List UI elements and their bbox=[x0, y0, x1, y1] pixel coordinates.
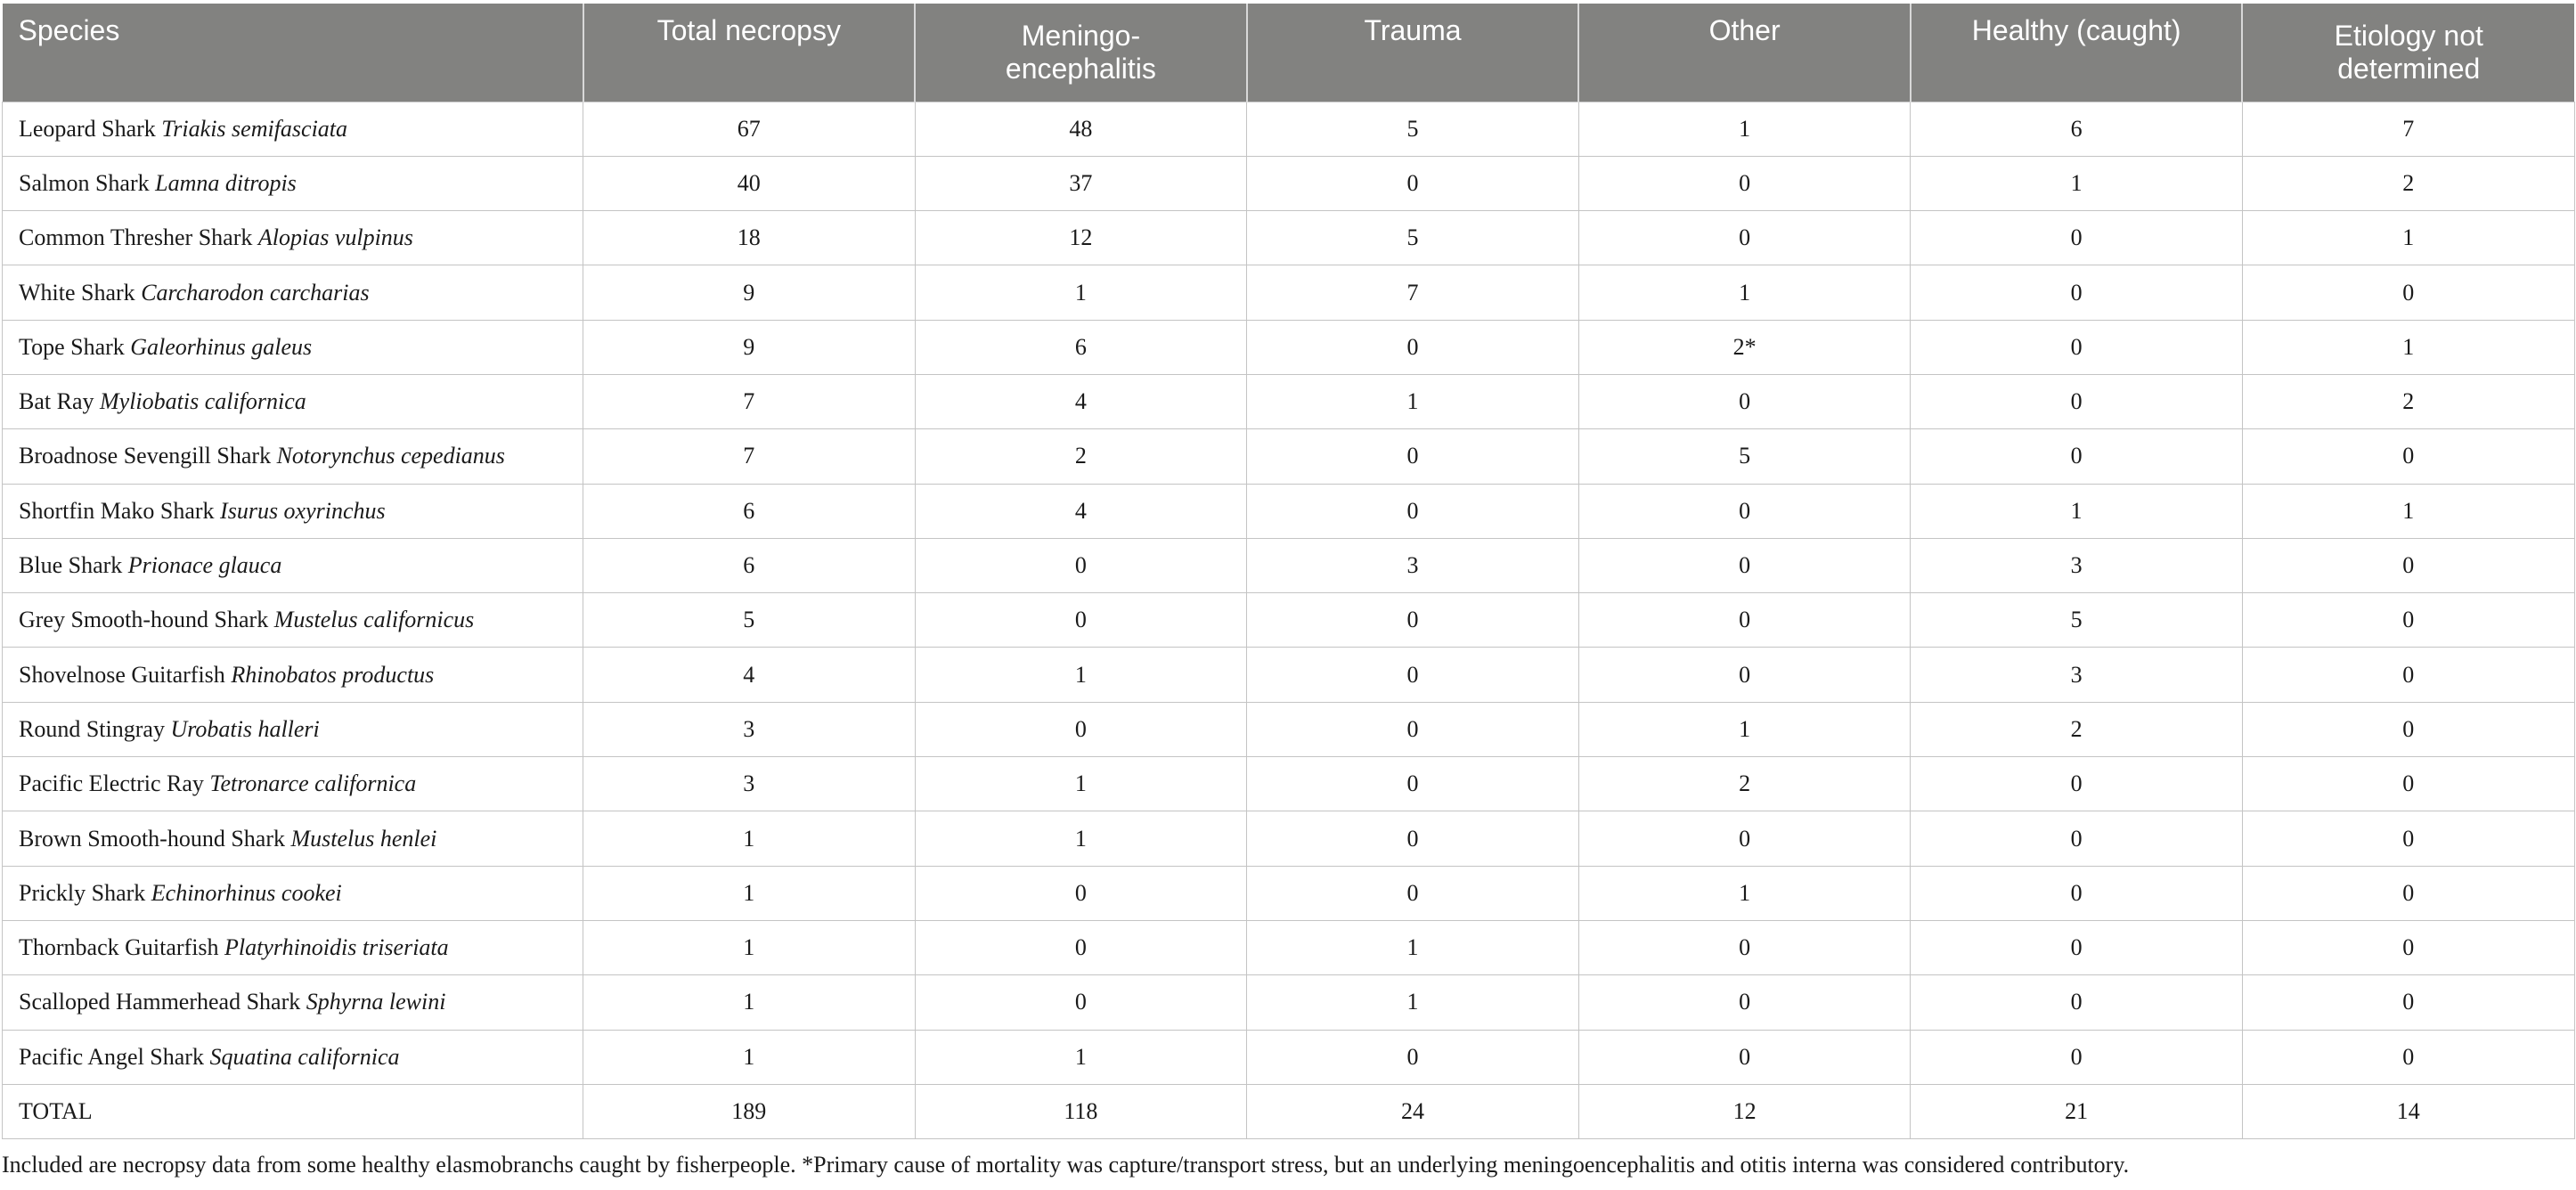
species-scientific-name: Isurus oxyrinchus bbox=[220, 497, 386, 524]
total-necropsy-cell: 40 bbox=[583, 156, 916, 210]
table-row bbox=[3, 484, 2575, 538]
species-common-name: White Shark bbox=[19, 279, 135, 306]
healthy-caught-cell: 0 bbox=[1911, 757, 2243, 811]
other-cell: 0 bbox=[1578, 920, 1911, 974]
species-scientific-name: Echinorhinus cookei bbox=[151, 879, 342, 906]
species-cell bbox=[3, 102, 583, 156]
header-meningoencephalitis: Meningo- encephalitis bbox=[915, 4, 1247, 102]
healthy-caught-cell: 0 bbox=[1911, 265, 2243, 320]
etiology-not-determined-cell: 0 bbox=[2242, 811, 2574, 866]
other-cell: 2* bbox=[1578, 320, 1911, 374]
table-row bbox=[3, 265, 2575, 320]
species-cell bbox=[3, 538, 583, 592]
meningoencephalitis-cell: 1 bbox=[915, 811, 1247, 866]
total-necropsy-cell: 7 bbox=[583, 429, 916, 484]
meningoencephalitis-cell: 2 bbox=[915, 429, 1247, 484]
species-scientific-name: Triakis semifasciata bbox=[161, 115, 348, 142]
table-row bbox=[3, 811, 2575, 866]
header-healthy-caught: Healthy (caught) bbox=[1911, 4, 2243, 102]
table-row bbox=[3, 320, 2575, 374]
meningoencephalitis-cell: 6 bbox=[915, 320, 1247, 374]
species-common-name: Prickly Shark bbox=[19, 879, 146, 906]
total-necropsy-cell: 18 bbox=[583, 211, 916, 265]
header-trauma: Trauma bbox=[1247, 4, 1579, 102]
total-necropsy-cell: 7 bbox=[583, 374, 916, 428]
species-cell bbox=[3, 920, 583, 974]
trauma-cell: 0 bbox=[1247, 811, 1579, 866]
species-common-name: Round Stingray bbox=[19, 715, 165, 742]
trauma-cell: 0 bbox=[1247, 1030, 1579, 1084]
necropsy-table bbox=[2, 4, 2575, 1139]
species-scientific-name: Lamna ditropis bbox=[155, 169, 297, 196]
etiology-not-determined-cell: 0 bbox=[2242, 920, 2574, 974]
table-row bbox=[3, 538, 2575, 592]
trauma-cell: 1 bbox=[1247, 975, 1579, 1030]
table-row bbox=[3, 866, 2575, 920]
total-trauma-cell: 24 bbox=[1247, 1084, 1579, 1138]
trauma-cell: 0 bbox=[1247, 429, 1579, 484]
etiology-not-determined-cell: 0 bbox=[2242, 593, 2574, 648]
healthy-caught-cell: 6 bbox=[1911, 102, 2243, 156]
trauma-cell: 3 bbox=[1247, 538, 1579, 592]
total-healthy-caught-cell: 21 bbox=[1911, 1084, 2243, 1138]
trauma-cell: 5 bbox=[1247, 211, 1579, 265]
meningoencephalitis-cell: 0 bbox=[915, 538, 1247, 592]
total-necropsy-cell: 67 bbox=[583, 102, 916, 156]
other-cell: 0 bbox=[1578, 648, 1911, 702]
meningoencephalitis-cell: 37 bbox=[915, 156, 1247, 210]
species-common-name: Brown Smooth-hound Shark bbox=[19, 825, 285, 852]
table-row bbox=[3, 102, 2575, 156]
total-necropsy-cell: 1 bbox=[583, 811, 916, 866]
other-cell: 0 bbox=[1578, 1030, 1911, 1084]
species-common-name: Broadnose Sevengill Shark bbox=[19, 443, 272, 469]
other-cell: 0 bbox=[1578, 156, 1911, 210]
etiology-not-determined-cell: 0 bbox=[2242, 265, 2574, 320]
meningoencephalitis-cell: 1 bbox=[915, 757, 1247, 811]
healthy-caught-cell: 0 bbox=[1911, 1030, 2243, 1084]
etiology-not-determined-cell: 0 bbox=[2242, 702, 2574, 756]
table-row bbox=[3, 211, 2575, 265]
species-scientific-name: Squatina californica bbox=[209, 1043, 400, 1070]
total-meningoencephalitis-cell: 118 bbox=[915, 1084, 1247, 1138]
meningoencephalitis-cell: 0 bbox=[915, 593, 1247, 648]
totals-label: TOTAL bbox=[3, 1084, 583, 1138]
etiology-not-determined-cell: 0 bbox=[2242, 866, 2574, 920]
etiology-not-determined-cell: 7 bbox=[2242, 102, 2574, 156]
other-cell: 0 bbox=[1578, 811, 1911, 866]
table-header bbox=[3, 4, 2575, 102]
total-necropsy-cell: 5 bbox=[583, 593, 916, 648]
species-scientific-name: Rhinobatos productus bbox=[231, 661, 435, 688]
species-cell bbox=[3, 320, 583, 374]
other-cell: 0 bbox=[1578, 593, 1911, 648]
species-scientific-name: Notorynchus cepedianus bbox=[276, 443, 505, 469]
species-cell bbox=[3, 374, 583, 428]
species-common-name: Tope Shark bbox=[19, 333, 125, 360]
healthy-caught-cell: 3 bbox=[1911, 648, 2243, 702]
healthy-caught-cell: 0 bbox=[1911, 429, 2243, 484]
total-necropsy-cell: 9 bbox=[583, 320, 916, 374]
other-cell: 0 bbox=[1578, 484, 1911, 538]
trauma-cell: 5 bbox=[1247, 102, 1579, 156]
other-cell: 2 bbox=[1578, 757, 1911, 811]
meningoencephalitis-cell: 0 bbox=[915, 866, 1247, 920]
healthy-caught-cell: 1 bbox=[1911, 156, 2243, 210]
species-cell bbox=[3, 811, 583, 866]
other-cell: 1 bbox=[1578, 102, 1911, 156]
table-row bbox=[3, 648, 2575, 702]
healthy-caught-cell: 0 bbox=[1911, 811, 2243, 866]
etiology-not-determined-cell: 1 bbox=[2242, 211, 2574, 265]
species-cell bbox=[3, 866, 583, 920]
table-row bbox=[3, 702, 2575, 756]
other-cell: 0 bbox=[1578, 975, 1911, 1030]
meningoencephalitis-cell: 0 bbox=[915, 975, 1247, 1030]
etiology-not-determined-cell: 1 bbox=[2242, 320, 2574, 374]
meningoencephalitis-cell: 4 bbox=[915, 484, 1247, 538]
trauma-cell: 0 bbox=[1247, 320, 1579, 374]
healthy-caught-cell: 0 bbox=[1911, 374, 2243, 428]
species-cell bbox=[3, 429, 583, 484]
species-common-name: Thornback Guitarfish bbox=[19, 934, 219, 961]
header-total-necropsy: Total necropsy bbox=[583, 4, 916, 102]
total-necropsy-cell: 1 bbox=[583, 920, 916, 974]
species-scientific-name: Mustelus henlei bbox=[290, 825, 437, 852]
etiology-not-determined-cell: 0 bbox=[2242, 1030, 2574, 1084]
total-other-cell: 12 bbox=[1578, 1084, 1911, 1138]
total-necropsy-cell: 6 bbox=[583, 484, 916, 538]
total-total-necropsy-cell: 189 bbox=[583, 1084, 916, 1138]
table-body bbox=[3, 102, 2575, 1139]
species-cell bbox=[3, 265, 583, 320]
species-common-name: Shortfin Mako Shark bbox=[19, 497, 215, 524]
etiology-not-determined-cell: 0 bbox=[2242, 975, 2574, 1030]
meningoencephalitis-cell: 1 bbox=[915, 265, 1247, 320]
healthy-caught-cell: 3 bbox=[1911, 538, 2243, 592]
total-necropsy-cell: 4 bbox=[583, 648, 916, 702]
healthy-caught-cell: 0 bbox=[1911, 866, 2243, 920]
species-scientific-name: Galeorhinus galeus bbox=[130, 333, 313, 360]
species-common-name: Grey Smooth-hound Shark bbox=[19, 607, 269, 633]
etiology-not-determined-cell: 2 bbox=[2242, 156, 2574, 210]
etiology-not-determined-cell: 0 bbox=[2242, 538, 2574, 592]
total-necropsy-cell: 3 bbox=[583, 702, 916, 756]
total-necropsy-cell: 1 bbox=[583, 1030, 916, 1084]
totals-row bbox=[3, 1084, 2575, 1138]
etiology-not-determined-cell: 0 bbox=[2242, 429, 2574, 484]
species-common-name: Scalloped Hammerhead Shark bbox=[19, 989, 301, 1015]
header-species: Species bbox=[3, 4, 583, 102]
species-scientific-name: Alopias vulpinus bbox=[257, 224, 413, 251]
meningoencephalitis-cell: 12 bbox=[915, 211, 1247, 265]
trauma-cell: 0 bbox=[1247, 593, 1579, 648]
total-necropsy-cell: 3 bbox=[583, 757, 916, 811]
species-scientific-name: Myliobatis californica bbox=[100, 388, 306, 415]
trauma-cell: 0 bbox=[1247, 702, 1579, 756]
species-scientific-name: Mustelus californicus bbox=[273, 607, 475, 633]
meningoencephalitis-cell: 1 bbox=[915, 648, 1247, 702]
trauma-cell: 1 bbox=[1247, 920, 1579, 974]
species-common-name: Pacific Angel Shark bbox=[19, 1043, 204, 1070]
other-cell: 0 bbox=[1578, 374, 1911, 428]
species-cell bbox=[3, 975, 583, 1030]
other-cell: 1 bbox=[1578, 702, 1911, 756]
table-footnote: Included are necropsy data from some healthy elasmobranchs caught by fisherpeople. *Primary cause of mortality was capture/transport stress, but an underlying meningoencephalitis and otitis interna was considered contributory. bbox=[2, 1152, 2130, 1178]
total-necropsy-cell: 9 bbox=[583, 265, 916, 320]
header-row bbox=[3, 4, 2575, 102]
meningoencephalitis-cell: 1 bbox=[915, 1030, 1247, 1084]
species-common-name: Blue Shark bbox=[19, 552, 123, 579]
species-common-name: Leopard Shark bbox=[19, 115, 156, 142]
meningoencephalitis-cell: 0 bbox=[915, 920, 1247, 974]
healthy-caught-cell: 2 bbox=[1911, 702, 2243, 756]
total-necropsy-cell: 1 bbox=[583, 975, 916, 1030]
species-cell bbox=[3, 484, 583, 538]
species-cell bbox=[3, 702, 583, 756]
header-other: Other bbox=[1578, 4, 1911, 102]
table-row bbox=[3, 593, 2575, 648]
total-etiology-not-determined-cell: 14 bbox=[2242, 1084, 2574, 1138]
species-scientific-name: Prionace glauca bbox=[127, 552, 282, 579]
header-etiology-not-determined: Etiology not determined bbox=[2242, 4, 2574, 102]
species-scientific-name: Urobatis halleri bbox=[170, 715, 320, 742]
species-common-name: Bat Ray bbox=[19, 388, 94, 415]
trauma-cell: 0 bbox=[1247, 757, 1579, 811]
species-cell bbox=[3, 757, 583, 811]
species-scientific-name: Sphyrna lewini bbox=[306, 989, 446, 1015]
other-cell: 0 bbox=[1578, 211, 1911, 265]
etiology-not-determined-cell: 0 bbox=[2242, 757, 2574, 811]
trauma-cell: 0 bbox=[1247, 156, 1579, 210]
species-scientific-name: Carcharodon carcharias bbox=[141, 279, 370, 306]
healthy-caught-cell: 0 bbox=[1911, 320, 2243, 374]
meningoencephalitis-cell: 4 bbox=[915, 374, 1247, 428]
healthy-caught-cell: 5 bbox=[1911, 593, 2243, 648]
species-scientific-name: Tetronarce californica bbox=[209, 770, 417, 797]
other-cell: 5 bbox=[1578, 429, 1911, 484]
meningoencephalitis-cell: 0 bbox=[915, 702, 1247, 756]
table-row bbox=[3, 975, 2575, 1030]
etiology-not-determined-cell: 0 bbox=[2242, 648, 2574, 702]
meningoencephalitis-cell: 48 bbox=[915, 102, 1247, 156]
species-cell bbox=[3, 1030, 583, 1084]
table-row bbox=[3, 429, 2575, 484]
other-cell: 0 bbox=[1578, 538, 1911, 592]
table-row bbox=[3, 757, 2575, 811]
trauma-cell: 7 bbox=[1247, 265, 1579, 320]
healthy-caught-cell: 1 bbox=[1911, 484, 2243, 538]
species-cell bbox=[3, 593, 583, 648]
species-scientific-name: Platyrhinoidis triseriata bbox=[224, 934, 449, 961]
species-common-name: Shovelnose Guitarfish bbox=[19, 661, 225, 688]
species-common-name: Pacific Electric Ray bbox=[19, 770, 204, 797]
healthy-caught-cell: 0 bbox=[1911, 211, 2243, 265]
table-row bbox=[3, 920, 2575, 974]
total-necropsy-cell: 6 bbox=[583, 538, 916, 592]
species-cell bbox=[3, 156, 583, 210]
trauma-cell: 0 bbox=[1247, 484, 1579, 538]
other-cell: 1 bbox=[1578, 866, 1911, 920]
total-necropsy-cell: 1 bbox=[583, 866, 916, 920]
species-cell bbox=[3, 648, 583, 702]
etiology-not-determined-cell: 1 bbox=[2242, 484, 2574, 538]
table-row bbox=[3, 156, 2575, 210]
species-common-name: Salmon Shark bbox=[19, 169, 150, 196]
trauma-cell: 1 bbox=[1247, 374, 1579, 428]
species-cell bbox=[3, 211, 583, 265]
trauma-cell: 0 bbox=[1247, 648, 1579, 702]
trauma-cell: 0 bbox=[1247, 866, 1579, 920]
species-common-name: Common Thresher Shark bbox=[19, 224, 253, 251]
etiology-not-determined-cell: 2 bbox=[2242, 374, 2574, 428]
table-row bbox=[3, 1030, 2575, 1084]
healthy-caught-cell: 0 bbox=[1911, 920, 2243, 974]
table-row bbox=[3, 374, 2575, 428]
healthy-caught-cell: 0 bbox=[1911, 975, 2243, 1030]
other-cell: 1 bbox=[1578, 265, 1911, 320]
